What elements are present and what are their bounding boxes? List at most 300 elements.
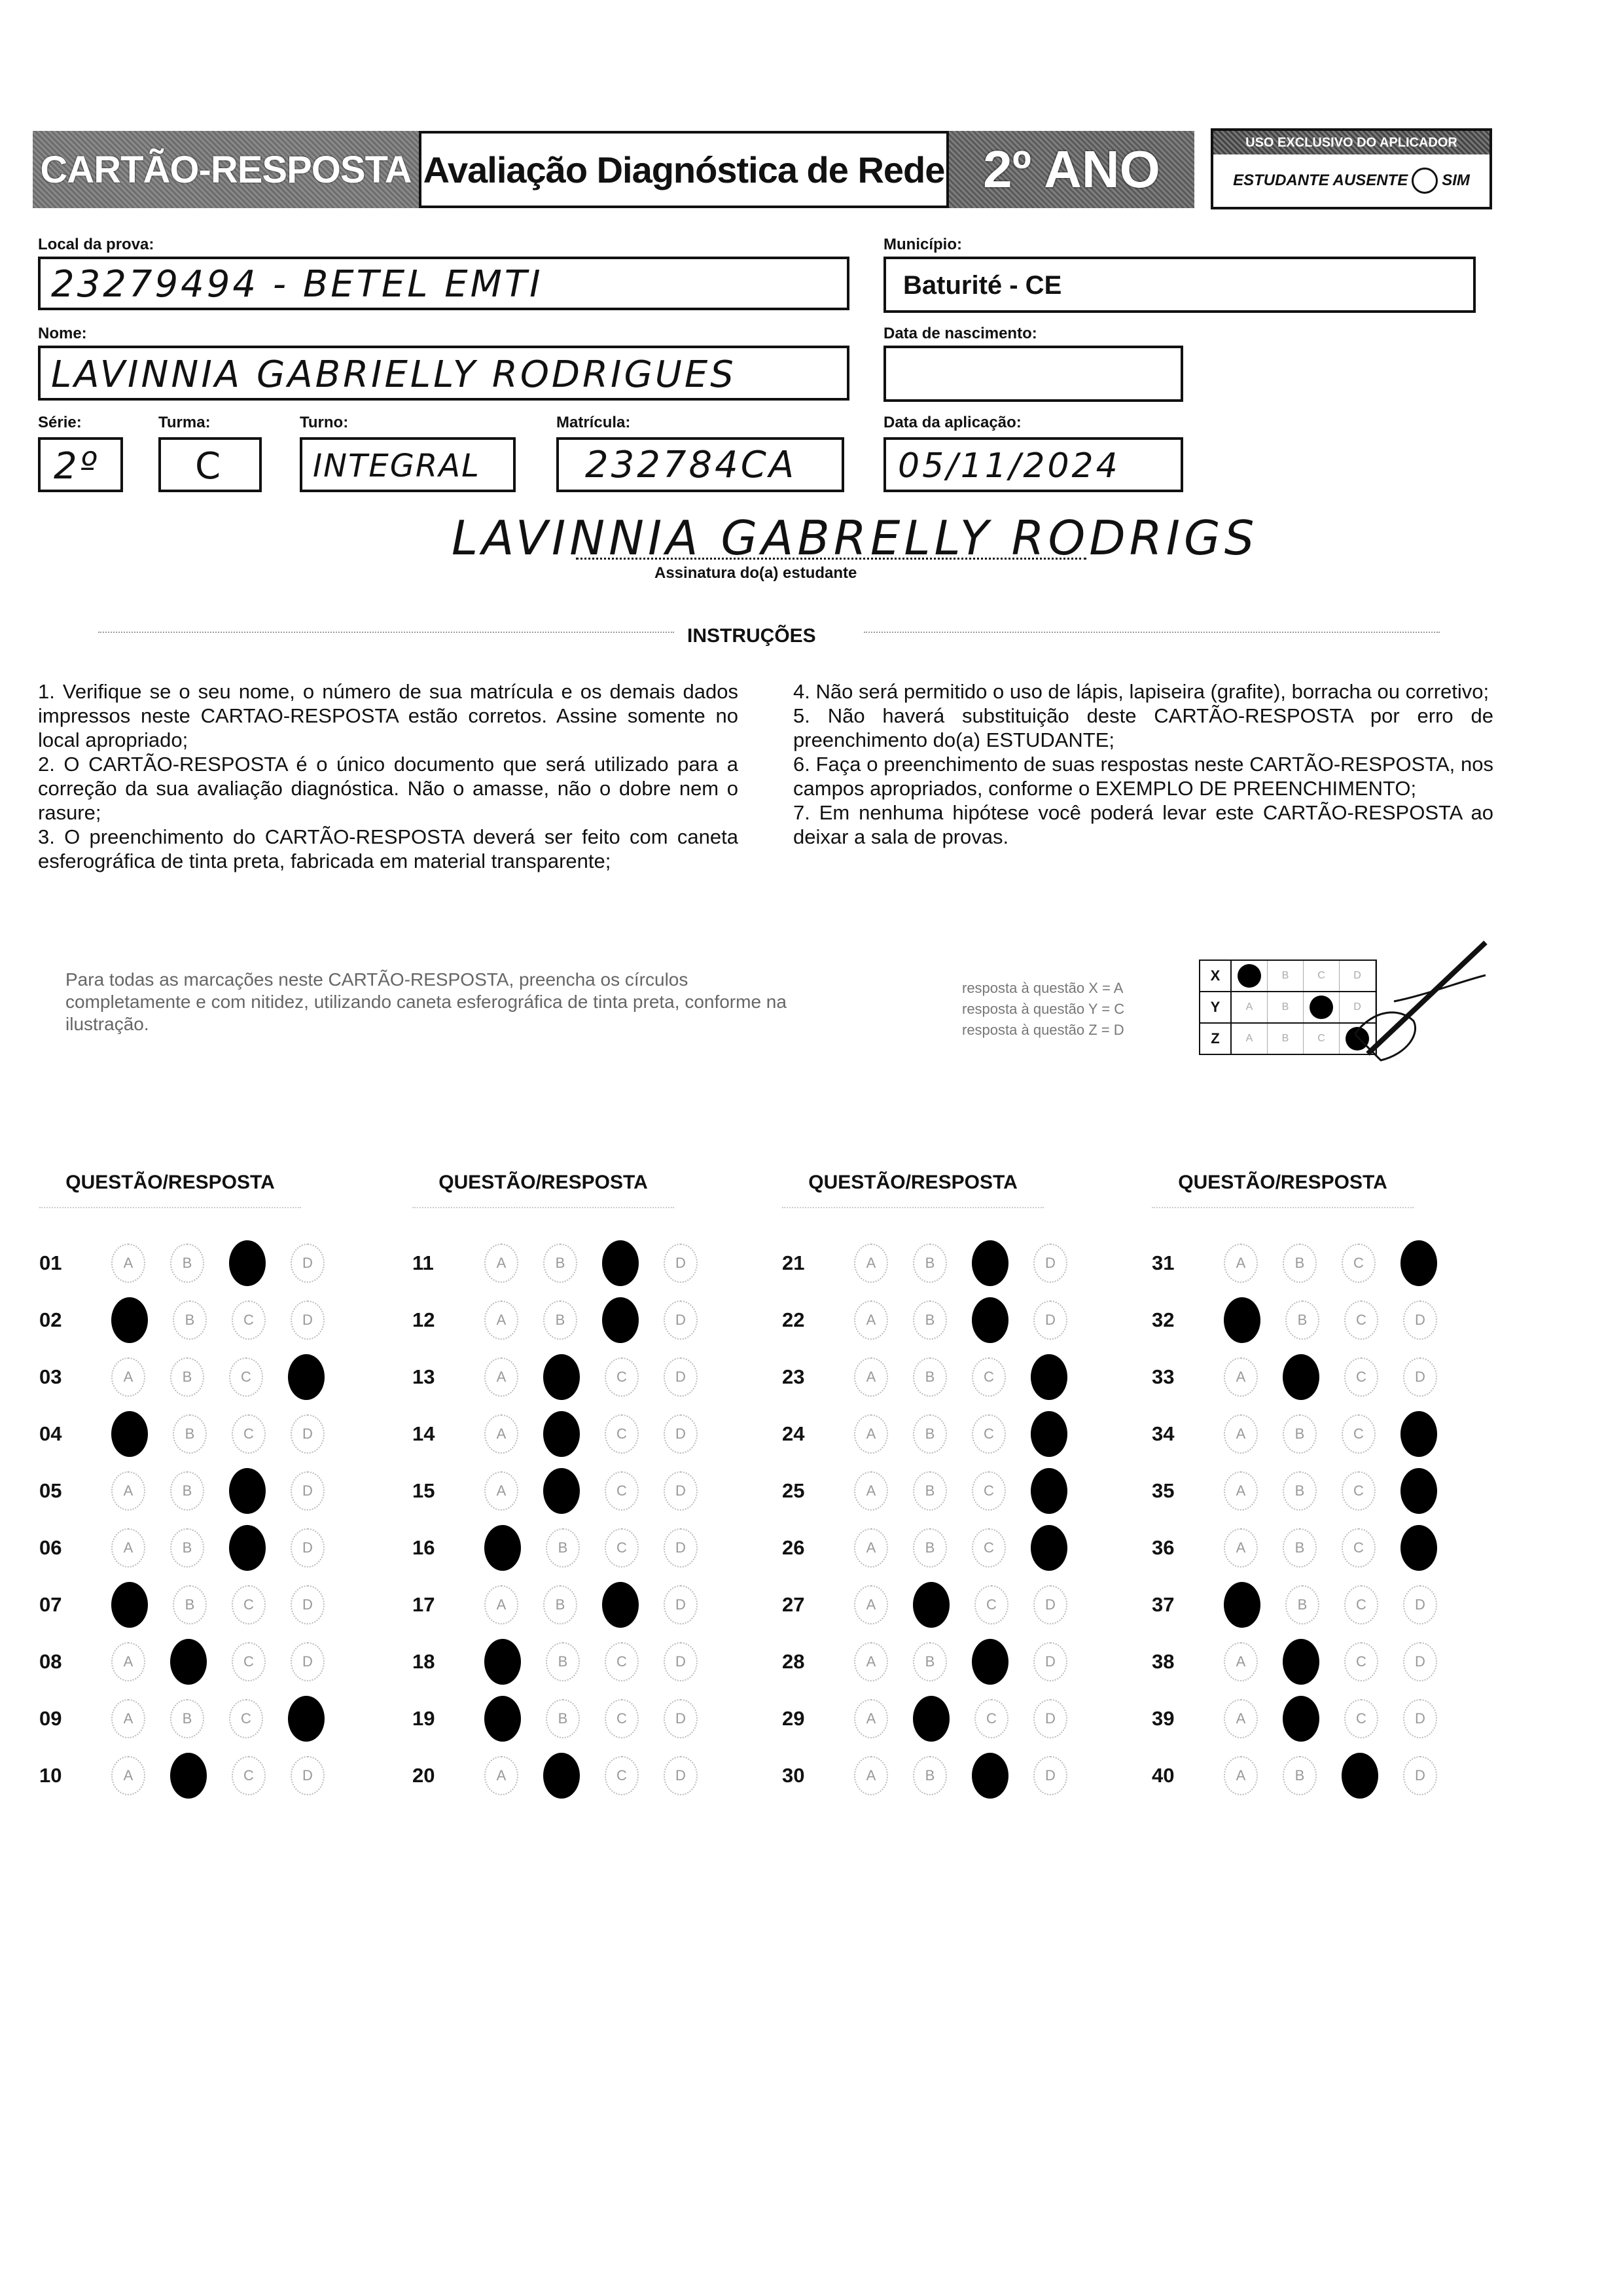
example-filled-bubble xyxy=(1310,996,1333,1019)
answer-bubble[interactable]: A xyxy=(1224,1699,1258,1738)
turma-value: C xyxy=(195,445,224,488)
answer-row xyxy=(39,1291,393,1348)
answer-bubble[interactable]: B xyxy=(913,1528,947,1568)
turno-field[interactable] xyxy=(300,437,516,492)
answer-row xyxy=(412,1747,766,1804)
answer-bubble[interactable]: C xyxy=(974,1699,1008,1738)
answer-bubble[interactable]: D xyxy=(664,1528,698,1568)
answer-bubble[interactable]: D xyxy=(291,1244,325,1283)
answer-bubble[interactable]: B xyxy=(913,1642,947,1681)
example-row xyxy=(1199,1024,1377,1055)
question-number: 01 xyxy=(39,1251,62,1274)
answer-bubble[interactable]: C xyxy=(1344,1699,1378,1738)
answer-bubble[interactable]: A xyxy=(1224,1357,1258,1397)
local-label: Local da prova: xyxy=(38,236,154,253)
question-number: 11 xyxy=(412,1251,434,1274)
answer-bubble[interactable]: C xyxy=(605,1756,639,1795)
answer-bubble[interactable]: D xyxy=(1403,1585,1437,1624)
answer-bubble-filled[interactable] xyxy=(1224,1582,1260,1628)
answer-row xyxy=(1152,1690,1505,1747)
answer-row xyxy=(782,1690,1135,1747)
answer-bubble[interactable]: A xyxy=(854,1414,888,1454)
example-row xyxy=(1199,992,1377,1024)
instructions-title: INSTRUÇÕES xyxy=(687,625,816,647)
absent-checkbox[interactable] xyxy=(1412,168,1438,194)
question-number: 36 xyxy=(1152,1535,1175,1559)
answer-bubble[interactable]: A xyxy=(854,1699,888,1738)
answer-bubble[interactable]: D xyxy=(1033,1642,1067,1681)
instruction-7: 7. Em nenhuma hipótese você poderá levar este CARTÃO-RESPOSTA ao deixar a sala de provas. xyxy=(793,801,1493,848)
pen-hand-icon xyxy=(1355,936,1499,1067)
answer-row xyxy=(1152,1576,1505,1633)
municipio-value: Baturité - CE xyxy=(903,271,1062,300)
answer-bubble[interactable]: D xyxy=(664,1244,698,1283)
answer-bubble[interactable]: D xyxy=(1403,1756,1437,1795)
answer-bubble[interactable]: D xyxy=(291,1528,325,1568)
divider-right xyxy=(864,632,1440,633)
answer-row xyxy=(1152,1633,1505,1690)
card-title: CARTÃO-RESPOSTA xyxy=(33,131,419,208)
answer-bubble-filled[interactable] xyxy=(1400,1525,1437,1571)
question-number: 18 xyxy=(412,1649,435,1673)
answer-bubble[interactable]: B xyxy=(170,1471,204,1511)
answer-bubble-filled[interactable] xyxy=(1283,1354,1319,1400)
answer-bubble[interactable]: A xyxy=(1224,1528,1258,1568)
answer-bubble[interactable]: D xyxy=(1033,1699,1067,1738)
answer-bubble[interactable]: D xyxy=(1033,1300,1067,1340)
example-option: A xyxy=(1232,1024,1268,1054)
question-number: 08 xyxy=(39,1649,62,1673)
question-number: 26 xyxy=(782,1535,805,1559)
evaluation-title: Avaliação Diagnóstica de Rede xyxy=(419,131,949,208)
nome-label: Nome: xyxy=(38,325,87,342)
question-number: 13 xyxy=(412,1365,435,1388)
answer-bubble[interactable]: B xyxy=(543,1244,577,1283)
answer-bubble-filled[interactable] xyxy=(111,1411,148,1457)
answer-bubble[interactable]: A xyxy=(484,1414,518,1454)
answer-bubble[interactable]: C xyxy=(1344,1642,1378,1681)
answer-bubble[interactable]: C xyxy=(1342,1528,1376,1568)
turno-label: Turno: xyxy=(300,414,349,431)
answer-bubble[interactable]: A xyxy=(111,1642,145,1681)
answer-row xyxy=(1152,1405,1505,1462)
answer-row xyxy=(39,1348,393,1405)
answer-bubble[interactable]: B xyxy=(173,1300,207,1340)
answer-bubble[interactable]: B xyxy=(1283,1414,1317,1454)
example-row-label: Z xyxy=(1200,1024,1232,1054)
answer-bubble[interactable]: D xyxy=(291,1642,325,1681)
answer-bubble-filled[interactable] xyxy=(229,1525,266,1571)
signature-line xyxy=(576,558,1086,560)
answer-bubble[interactable]: A xyxy=(111,1528,145,1568)
answer-bubble[interactable]: D xyxy=(664,1585,698,1624)
question-number: 12 xyxy=(412,1308,435,1331)
answer-bubble[interactable]: B xyxy=(913,1357,947,1397)
answer-bubble-filled[interactable] xyxy=(602,1582,639,1628)
answer-bubble[interactable]: A xyxy=(1224,1414,1258,1454)
answer-bubble[interactable]: B xyxy=(170,1528,204,1568)
answer-bubble-filled[interactable] xyxy=(170,1639,207,1685)
answer-bubble[interactable]: B xyxy=(913,1471,947,1511)
answer-bubble[interactable]: A xyxy=(484,1585,518,1624)
answer-bubble[interactable]: B xyxy=(913,1300,947,1340)
question-number: 30 xyxy=(782,1763,805,1787)
answer-bubble[interactable]: C xyxy=(972,1471,1006,1511)
answer-bubble-filled[interactable] xyxy=(543,1354,580,1400)
answer-bubble[interactable]: A xyxy=(854,1585,888,1624)
local-field[interactable] xyxy=(38,257,849,310)
municipio-field[interactable] xyxy=(883,257,1476,313)
example-row-label: Y xyxy=(1200,992,1232,1022)
example-option: D xyxy=(1340,961,1376,991)
answer-bubble[interactable]: D xyxy=(1033,1244,1067,1283)
question-number: 40 xyxy=(1152,1763,1175,1787)
answer-row xyxy=(782,1462,1135,1519)
answer-bubble[interactable]: A xyxy=(111,1756,145,1795)
answer-bubble[interactable]: B xyxy=(1283,1528,1317,1568)
answer-bubble[interactable]: A xyxy=(111,1357,145,1397)
example-option xyxy=(1232,961,1268,991)
question-number: 19 xyxy=(412,1706,435,1730)
answer-bubble[interactable]: B xyxy=(170,1244,204,1283)
question-number: 25 xyxy=(782,1479,805,1502)
answer-bubble-filled[interactable] xyxy=(1224,1297,1260,1343)
answer-bubble[interactable]: B xyxy=(1285,1585,1319,1624)
answer-bubble[interactable]: D xyxy=(1033,1585,1067,1624)
answer-bubble-filled[interactable] xyxy=(170,1753,207,1799)
answer-bubble[interactable]: A xyxy=(1224,1642,1258,1681)
answer-bubble[interactable]: B xyxy=(546,1699,580,1738)
answer-bubble-filled[interactable] xyxy=(602,1240,639,1286)
aplicacao-field[interactable] xyxy=(883,437,1183,492)
answer-bubble[interactable]: C xyxy=(605,1528,639,1568)
answer-bubble-filled[interactable] xyxy=(229,1240,266,1286)
question-number: 03 xyxy=(39,1365,62,1388)
answer-bubble[interactable]: B xyxy=(546,1528,580,1568)
answer-row xyxy=(39,1690,393,1747)
answer-bubble[interactable]: A xyxy=(854,1471,888,1511)
example-option: D xyxy=(1340,992,1376,1022)
answer-bubble[interactable]: B xyxy=(173,1414,207,1454)
answer-bubble-filled[interactable] xyxy=(913,1696,950,1742)
instruction-3: 3. O preenchimento do CARTÃO-RESPOSTA deverá ser feito com caneta esferográfica de tinta preta, fabricada em material transparente; xyxy=(38,825,738,872)
answer-bubble-filled[interactable] xyxy=(288,1696,325,1742)
question-number: 16 xyxy=(412,1535,435,1559)
answer-bubble[interactable]: C xyxy=(605,1414,639,1454)
answer-bubble[interactable]: A xyxy=(484,1244,518,1283)
instruction-1: 1. Verifique se o seu nome, o número de sua matrícula e os demais dados impressos neste CARTAO-RESPOSTA estão corretos. Assine somente no local apropriado; xyxy=(38,680,738,751)
answer-bubble[interactable]: B xyxy=(543,1300,577,1340)
answer-bubble-filled[interactable] xyxy=(972,1297,1008,1343)
answer-bubble[interactable]: A xyxy=(111,1699,145,1738)
answer-bubble[interactable]: B xyxy=(543,1585,577,1624)
answer-row xyxy=(39,1519,393,1576)
answer-bubble[interactable]: C xyxy=(232,1414,266,1454)
answer-bubble[interactable]: A xyxy=(111,1471,145,1511)
question-number: 21 xyxy=(782,1251,805,1274)
answer-bubble[interactable]: C xyxy=(972,1357,1006,1397)
answer-row xyxy=(39,1633,393,1690)
answer-row xyxy=(39,1747,393,1804)
answer-bubble[interactable]: A xyxy=(1224,1471,1258,1511)
answer-bubble[interactable]: D xyxy=(1403,1642,1437,1681)
answer-row xyxy=(782,1405,1135,1462)
answer-row xyxy=(412,1690,766,1747)
answer-row xyxy=(782,1348,1135,1405)
answer-bubble[interactable]: B xyxy=(170,1699,204,1738)
question-number: 04 xyxy=(39,1422,62,1445)
answer-bubble-filled[interactable] xyxy=(1400,1468,1437,1514)
question-number: 32 xyxy=(1152,1308,1175,1331)
answer-bubble[interactable]: D xyxy=(291,1300,325,1340)
answer-row xyxy=(39,1234,393,1291)
answer-bubble[interactable]: C xyxy=(232,1585,266,1624)
question-number: 22 xyxy=(782,1308,805,1331)
answer-bubble[interactable]: D xyxy=(291,1756,325,1795)
answer-bubble[interactable]: C xyxy=(1342,1471,1376,1511)
question-number: 38 xyxy=(1152,1649,1175,1673)
answer-bubble[interactable]: B xyxy=(1285,1300,1319,1340)
example-row xyxy=(1199,960,1377,992)
example-option xyxy=(1304,992,1340,1022)
question-number: 23 xyxy=(782,1365,805,1388)
answer-bubble-filled[interactable] xyxy=(288,1354,325,1400)
answer-bubble[interactable]: D xyxy=(291,1471,325,1511)
answer-bubble[interactable]: B xyxy=(1283,1756,1317,1795)
answer-column-header: QUESTÃO/RESPOSTA xyxy=(1152,1172,1414,1208)
answer-bubble[interactable]: B xyxy=(173,1585,207,1624)
answer-bubble[interactable]: B xyxy=(1283,1244,1317,1283)
answer-bubble[interactable]: A xyxy=(484,1756,518,1795)
question-number: 05 xyxy=(39,1479,62,1502)
answer-column xyxy=(412,1172,766,1804)
answer-row xyxy=(39,1405,393,1462)
answer-bubble[interactable]: C xyxy=(1344,1357,1378,1397)
answer-bubble[interactable]: B xyxy=(1283,1471,1317,1511)
answer-bubble[interactable]: C xyxy=(1342,1414,1376,1454)
answer-bubble-filled[interactable] xyxy=(543,1411,580,1457)
answer-bubble-filled[interactable] xyxy=(1400,1240,1437,1286)
question-number: 02 xyxy=(39,1308,62,1331)
question-number: 15 xyxy=(412,1479,435,1502)
answer-bubble[interactable]: C xyxy=(605,1642,639,1681)
answer-bubble-filled[interactable] xyxy=(484,1639,521,1685)
nascimento-field[interactable] xyxy=(883,346,1183,402)
answer-row xyxy=(1152,1234,1505,1291)
answer-bubble[interactable]: C xyxy=(232,1642,266,1681)
answer-column-header: QUESTÃO/RESPOSTA xyxy=(39,1172,301,1208)
example-legend xyxy=(962,978,1124,1041)
answer-row xyxy=(412,1348,766,1405)
nome-field[interactable] xyxy=(38,346,849,401)
answer-bubble[interactable]: D xyxy=(1403,1300,1437,1340)
question-number: 34 xyxy=(1152,1422,1175,1445)
answer-row xyxy=(1152,1348,1505,1405)
answer-column-header: QUESTÃO/RESPOSTA xyxy=(412,1172,674,1208)
answer-row xyxy=(1152,1747,1505,1804)
answer-bubble[interactable]: B xyxy=(170,1357,204,1397)
answer-bubble-filled[interactable] xyxy=(972,1753,1008,1799)
answer-bubble[interactable]: C xyxy=(605,1357,639,1397)
answer-row xyxy=(782,1576,1135,1633)
answer-bubble[interactable]: D xyxy=(1033,1756,1067,1795)
answer-bubble-filled[interactable] xyxy=(913,1582,950,1628)
answer-row xyxy=(782,1234,1135,1291)
answer-bubble[interactable]: A xyxy=(854,1528,888,1568)
answer-bubble[interactable]: A xyxy=(854,1756,888,1795)
grade-badge: 2º ANO xyxy=(949,131,1194,208)
municipio-label: Município: xyxy=(883,236,962,253)
answer-bubble-filled[interactable] xyxy=(111,1297,148,1343)
answer-row xyxy=(412,1519,766,1576)
example-option: A xyxy=(1232,992,1268,1022)
answer-bubble[interactable]: C xyxy=(229,1357,263,1397)
turma-field[interactable] xyxy=(158,437,262,492)
answer-column xyxy=(782,1172,1135,1804)
question-number: 14 xyxy=(412,1422,435,1445)
question-number: 37 xyxy=(1152,1592,1175,1616)
answer-row xyxy=(1152,1462,1505,1519)
answer-bubble-filled[interactable] xyxy=(1342,1753,1378,1799)
answer-bubble[interactable]: D xyxy=(664,1699,698,1738)
example-line-x: resposta à questão X = A xyxy=(962,980,1124,996)
answer-bubble-filled[interactable] xyxy=(1400,1411,1437,1457)
answer-row xyxy=(1152,1291,1505,1348)
question-number: 20 xyxy=(412,1763,435,1787)
answer-bubble[interactable]: B xyxy=(913,1414,947,1454)
answer-bubble[interactable]: C xyxy=(232,1300,266,1340)
answer-column xyxy=(1152,1172,1505,1804)
answer-bubble-filled[interactable] xyxy=(484,1525,521,1571)
answer-bubble-filled[interactable] xyxy=(229,1468,266,1514)
answer-bubble[interactable]: D xyxy=(664,1357,698,1397)
answer-bubble[interactable]: A xyxy=(854,1642,888,1681)
applicator-box xyxy=(1211,128,1492,209)
answer-bubble-filled[interactable] xyxy=(1031,1525,1067,1571)
answer-bubble[interactable]: B xyxy=(913,1756,947,1795)
answer-bubble[interactable]: D xyxy=(664,1471,698,1511)
answer-bubble-filled[interactable] xyxy=(484,1696,521,1742)
instruction-4: 4. Não será permitido o uso de lápis, lapiseira (grafite), borracha ou corretivo; xyxy=(793,680,1489,703)
answer-row xyxy=(412,1462,766,1519)
answer-bubble-filled[interactable] xyxy=(1031,1354,1067,1400)
question-number: 33 xyxy=(1152,1365,1175,1388)
answer-bubble[interactable]: D xyxy=(1403,1699,1437,1738)
answer-row xyxy=(412,1291,766,1348)
answer-bubble[interactable]: D xyxy=(291,1585,325,1624)
example-text: Para todas as marcações neste CARTÃO-RESPOSTA, preencha os círculos completamente e com nitidez, utilizando caneta esferográfica de tinta preta, conforme na ilustração. xyxy=(65,969,787,1034)
question-number: 35 xyxy=(1152,1479,1175,1502)
serie-value: 2º xyxy=(54,445,100,488)
answer-bubble[interactable]: A xyxy=(111,1244,145,1283)
question-number: 31 xyxy=(1152,1251,1175,1274)
example-option: C xyxy=(1304,1024,1340,1054)
answer-bubble[interactable]: D xyxy=(664,1414,698,1454)
nascimento-label: Data de nascimento: xyxy=(883,325,1037,342)
instruction-5: 5. Não haverá substituição deste CARTÃO-RESPOSTA por erro de preenchimento do(a) ESTUDANTE; xyxy=(793,704,1493,751)
question-number: 17 xyxy=(412,1592,435,1616)
answer-bubble[interactable]: A xyxy=(484,1300,518,1340)
instruction-2: 2. O CARTÃO-RESPOSTA é o único documento que será utilizado para a correção da sua avaliação diagnóstica. Não o amasse, não o dobre nem o rasure; xyxy=(38,753,738,824)
answer-bubble[interactable]: C xyxy=(1342,1244,1376,1283)
matricula-field[interactable] xyxy=(556,437,844,492)
answer-bubble[interactable]: C xyxy=(605,1699,639,1738)
answer-bubble[interactable]: A xyxy=(1224,1244,1258,1283)
answer-bubble[interactable]: C xyxy=(1344,1585,1378,1624)
question-number: 10 xyxy=(39,1763,62,1787)
answer-bubble[interactable]: B xyxy=(546,1642,580,1681)
signature: LAVINNIA GABRELLY RODRIGS xyxy=(452,511,1258,565)
answer-bubble[interactable]: C xyxy=(972,1528,1006,1568)
answer-bubble-filled[interactable] xyxy=(1031,1468,1067,1514)
answer-row xyxy=(412,1234,766,1291)
answer-bubble[interactable]: A xyxy=(484,1471,518,1511)
example-filled-bubble xyxy=(1238,964,1261,988)
answer-column-header: QUESTÃO/RESPOSTA xyxy=(782,1172,1044,1208)
turma-label: Turma: xyxy=(158,414,211,431)
answer-bubble[interactable]: A xyxy=(854,1300,888,1340)
answer-bubble-filled[interactable] xyxy=(111,1582,148,1628)
answer-bubble-filled[interactable] xyxy=(543,1468,580,1514)
question-number: 24 xyxy=(782,1422,805,1445)
absent-label: ESTUDANTE AUSENTE xyxy=(1233,171,1408,189)
answer-bubble[interactable]: C xyxy=(229,1699,263,1738)
nome-value: LAVINNIA GABRIELLY RODRIGUES xyxy=(51,353,736,396)
answer-bubble[interactable]: D xyxy=(291,1414,325,1454)
answer-bubble[interactable]: D xyxy=(664,1642,698,1681)
answer-bubble-filled[interactable] xyxy=(1283,1696,1319,1742)
answer-row xyxy=(782,1633,1135,1690)
answer-row xyxy=(412,1576,766,1633)
answer-bubble-filled[interactable] xyxy=(1283,1639,1319,1685)
answer-bubble[interactable]: A xyxy=(1224,1756,1258,1795)
answer-bubble[interactable]: D xyxy=(664,1756,698,1795)
answer-bubble[interactable]: D xyxy=(664,1300,698,1340)
answer-bubble[interactable]: C xyxy=(972,1414,1006,1454)
answer-bubble[interactable]: A xyxy=(484,1357,518,1397)
question-number: 06 xyxy=(39,1535,62,1559)
answer-bubble-filled[interactable] xyxy=(972,1639,1008,1685)
instruction-6: 6. Faça o preenchimento de suas respostas neste CARTÃO-RESPOSTA, nos campos apropriados, conforme o EXEMPLO DE PREENCHIMENTO; xyxy=(793,753,1493,800)
turno-value: INTEGRAL xyxy=(313,448,480,484)
answer-bubble[interactable]: D xyxy=(1403,1357,1437,1397)
answer-row xyxy=(1152,1519,1505,1576)
signature-label: Assinatura do(a) estudante xyxy=(654,564,857,582)
answer-bubble-filled[interactable] xyxy=(972,1240,1008,1286)
instructions-right xyxy=(793,679,1493,849)
matricula-value: 232784CA xyxy=(585,444,797,486)
answer-bubble[interactable]: A xyxy=(854,1357,888,1397)
example-grid xyxy=(1199,960,1377,1055)
serie-field[interactable] xyxy=(38,437,123,492)
answer-bubble[interactable]: C xyxy=(605,1471,639,1511)
answer-bubble-filled[interactable] xyxy=(543,1753,580,1799)
answer-bubble[interactable]: B xyxy=(913,1244,947,1283)
question-number: 28 xyxy=(782,1649,805,1673)
answer-bubble[interactable]: C xyxy=(974,1585,1008,1624)
answer-row xyxy=(39,1576,393,1633)
question-number: 07 xyxy=(39,1592,62,1616)
answer-bubble[interactable]: C xyxy=(1344,1300,1378,1340)
answer-bubble[interactable]: C xyxy=(232,1756,266,1795)
answer-bubble-filled[interactable] xyxy=(602,1297,639,1343)
example-line-y: resposta à questão Y = C xyxy=(962,1001,1125,1017)
answer-row xyxy=(782,1519,1135,1576)
example-line-z: resposta à questão Z = D xyxy=(962,1022,1124,1038)
answer-bubble[interactable]: A xyxy=(854,1244,888,1283)
answer-bubble-filled[interactable] xyxy=(1031,1411,1067,1457)
matricula-label: Matrícula: xyxy=(556,414,631,431)
